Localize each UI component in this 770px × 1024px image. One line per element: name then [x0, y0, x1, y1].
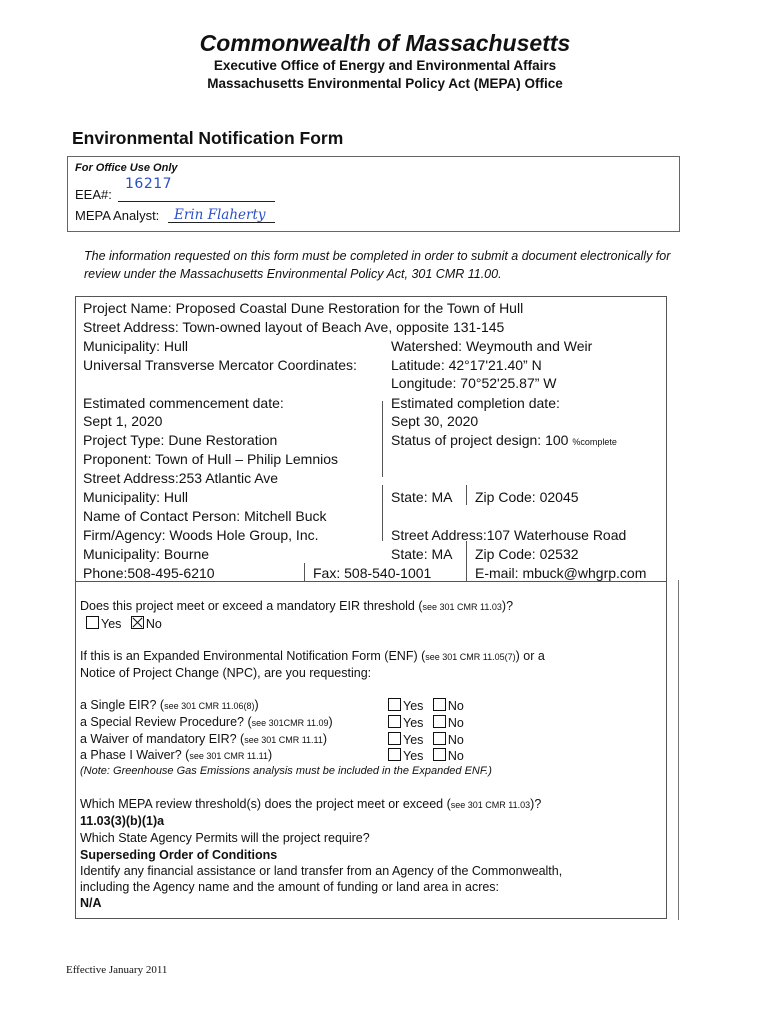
intro-text: The information requested on this form must be completed in order to submit a document electronically for review under the Massachusetts Environmental Policy Act, 301 CMR 11.00.: [84, 249, 671, 281]
project-name: Project Name: Proposed Coastal Dune Restoration for the Town of Hull: [83, 300, 524, 316]
proponent-municipality: Municipality: Hull: [83, 489, 189, 505]
eir-yes-checkbox[interactable]: [86, 616, 99, 629]
phase-waiver-yes-checkbox[interactable]: [388, 748, 401, 761]
office-use-box: [67, 156, 680, 232]
form-title: Environmental Notification Form: [72, 128, 344, 148]
threshold-question-ref: see 301 CMR 11.03: [450, 800, 531, 810]
waiver-options: [388, 732, 464, 747]
waiver-no-checkbox[interactable]: [433, 732, 446, 745]
single-eir-text: a Single EIR? (: [80, 698, 165, 712]
waiver-no-label: No: [447, 733, 464, 747]
longitude: Longitude: 70°52'25.87” W: [391, 375, 557, 391]
phase-waiver-ref: see 301 CMR 11.11: [189, 751, 269, 761]
threshold-answer[interactable]: 11.03(3)(b)(1)a: [80, 814, 165, 828]
permits-answer[interactable]: Superseding Order of Conditions: [80, 848, 278, 862]
single-eir-ref: see 301 CMR 11.06(8): [164, 701, 255, 711]
column-divider: [304, 563, 305, 581]
eir-question-ref: see 301 CMR 11.03: [422, 602, 502, 612]
page-title: Commonwealth of Massachusetts: [199, 30, 571, 56]
special-review-yes-label: Yes: [403, 716, 424, 730]
proponent-zip: Zip Code: 02045: [475, 489, 579, 505]
eir-question: [80, 599, 513, 613]
design-status-value: 100: [545, 432, 569, 448]
footer-effective-date: Effective January 2011: [66, 964, 168, 976]
eir-no-checkbox[interactable]: [131, 616, 144, 629]
enf-question-line2: Notice of Project Change (NPC), are you requesting:: [80, 666, 372, 680]
eir-no-label: No: [145, 617, 162, 631]
threshold-question: [80, 797, 541, 811]
project-municipality: Municipality: Hull: [83, 338, 189, 354]
firm-agency: Firm/Agency: Woods Hole Group, Inc.: [83, 527, 319, 543]
single-eir-options: [388, 698, 464, 713]
proponent-street: Street Address:253 Atlantic Ave: [83, 470, 279, 486]
column-divider: [382, 485, 383, 541]
single-eir-close: ): [254, 698, 259, 712]
ghg-note: (Note: Greenhouse Gas Emissions analysis must be included in the Expanded ENF.): [80, 765, 492, 777]
office-subtitle: Executive Office of Energy and Environmental Affairs: [213, 58, 557, 73]
special-review-text: a Special Review Procedure? (: [80, 715, 252, 729]
project-type: Project Type: Dune Restoration: [83, 432, 278, 448]
phase-waiver-no-label: No: [447, 749, 464, 763]
permits-question: Which State Agency Permits will the project require?: [80, 831, 370, 845]
commence-label: Estimated commencement date:: [83, 395, 284, 411]
phase-waiver-options: [388, 748, 464, 763]
phase-waiver-close: ): [268, 748, 273, 762]
special-review-question: [80, 715, 333, 729]
threshold-question-end: )?: [530, 797, 542, 811]
contact-person: Name of Contact Person: Mitchell Buck: [83, 508, 327, 524]
project-info-box: [75, 296, 667, 582]
eir-question-end: )?: [501, 599, 514, 613]
column-divider: [382, 401, 383, 477]
office-use-label: For Office Use Only: [75, 162, 178, 174]
completion-value: Sept 30, 2020: [391, 413, 479, 429]
firm-state: State: MA: [391, 546, 453, 562]
analyst-value[interactable]: Erin Flaherty: [174, 207, 266, 223]
column-divider: [466, 541, 467, 581]
analyst-label: MEPA Analyst:: [75, 208, 160, 223]
single-eir-question: [80, 698, 259, 712]
special-review-no-checkbox[interactable]: [433, 715, 446, 728]
single-eir-no-label: No: [447, 699, 464, 713]
eea-value[interactable]: 16217: [125, 176, 173, 192]
firm-zip: Zip Code: 02532: [475, 546, 579, 562]
phone: Phone:508-495-6210: [83, 565, 215, 581]
utm-label: Universal Transverse Mercator Coordinates:: [83, 357, 357, 373]
single-eir-yes-label: Yes: [403, 699, 424, 713]
email: E-mail: mbuck@whgrp.com: [475, 565, 647, 581]
waiver-ref: see 301 CMR 11.11: [244, 735, 323, 745]
design-status-unit: %complete: [572, 437, 617, 447]
design-status: [391, 432, 617, 448]
right-margin-rule: [678, 580, 679, 920]
phase-waiver-question: [80, 748, 272, 762]
firm-street: Street Address:107 Waterhouse Road: [391, 527, 627, 543]
special-review-yes-checkbox[interactable]: [388, 715, 401, 728]
firm-municipality: Municipality: Bourne: [83, 546, 210, 562]
assistance-question-line1: Identify any financial assistance or land transfer from an Agency of the Commonwealth,: [80, 864, 563, 878]
proponent: Proponent: Town of Hull – Philip Lemnios: [83, 451, 339, 467]
proponent-state: State: MA: [391, 489, 453, 505]
commence-value: Sept 1, 2020: [83, 413, 163, 429]
waiver-yes-label: Yes: [403, 733, 424, 747]
waiver-question: [80, 732, 327, 746]
enf-question-end: ) or a: [515, 649, 545, 663]
phase-waiver-yes-label: Yes: [403, 749, 424, 763]
fax: Fax: 508-540-1001: [313, 565, 432, 581]
special-review-ref: see 301CMR 11.09: [251, 718, 329, 728]
threshold-question-text: Which MEPA review threshold(s) does the project meet or exceed (: [80, 797, 451, 811]
eir-yes-label: Yes: [101, 617, 122, 631]
enf-question-ref: see 301 CMR 11.05(7): [425, 652, 516, 662]
single-eir-no-checkbox[interactable]: [433, 698, 446, 711]
phase-waiver-text: a Phase I Waiver? (: [80, 748, 190, 762]
completion-label: Estimated completion date:: [391, 395, 560, 411]
special-review-options: [388, 715, 464, 730]
single-eir-yes-checkbox[interactable]: [388, 698, 401, 711]
eir-answer: [86, 616, 162, 631]
project-street: Street Address: Town-owned layout of Beach Ave, opposite 131-145: [83, 319, 505, 335]
waiver-text: a Waiver of mandatory EIR? (: [80, 732, 245, 746]
waiver-close: ): [322, 732, 328, 746]
eir-question-text: Does this project meet or exceed a mandatory EIR threshold (: [80, 599, 423, 613]
latitude: Latitude: 42°17'21.40” N: [391, 357, 542, 373]
phase-waiver-no-checkbox[interactable]: [433, 748, 446, 761]
waiver-yes-checkbox[interactable]: [388, 732, 401, 745]
special-review-no-label: No: [447, 716, 464, 730]
enf-question-text: If this is an Expanded Environmental Notification Form (ENF) (: [80, 649, 426, 663]
assistance-answer[interactable]: N/A: [80, 896, 102, 910]
project-watershed: Watershed: Weymouth and Weir: [391, 338, 593, 354]
enf-question-line1: [80, 649, 545, 663]
column-divider: [466, 485, 467, 505]
mepa-subtitle: Massachusetts Environmental Policy Act (MEPA) Office: [207, 76, 563, 91]
assistance-question-line2: including the Agency name and the amount of funding or land area in acres:: [80, 880, 500, 894]
questions-box: [75, 580, 667, 919]
special-review-close: ): [328, 715, 333, 729]
eea-label: EEA#:: [75, 187, 112, 202]
design-status-label: Status of project design:: [391, 432, 542, 448]
